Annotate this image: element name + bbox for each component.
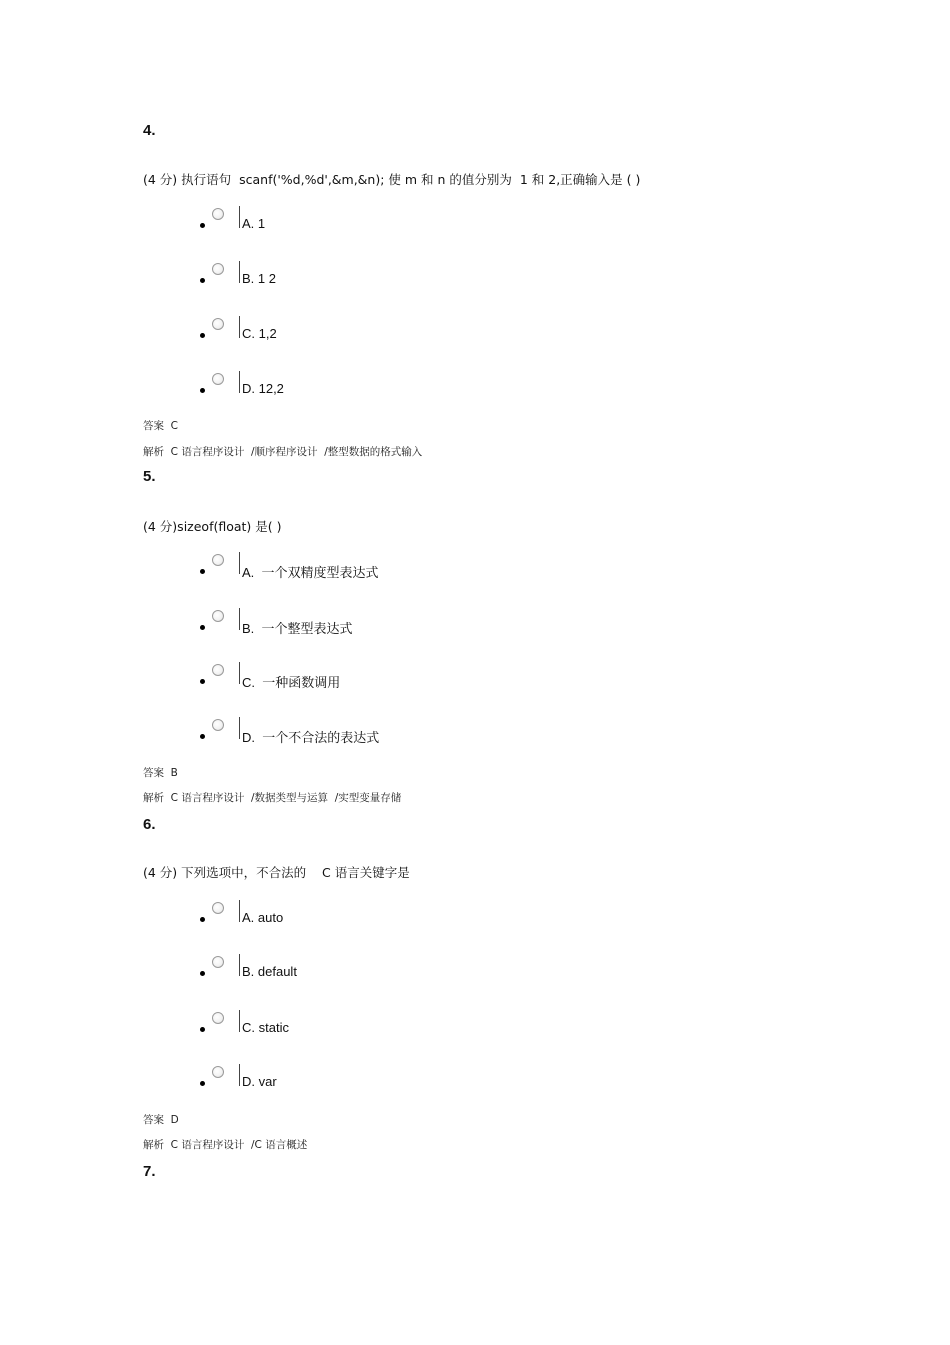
option-row[interactable] — [198, 954, 598, 984]
bullet-icon — [200, 679, 205, 684]
option-row[interactable] — [198, 261, 598, 291]
divider — [239, 954, 240, 976]
radio-button[interactable] — [212, 719, 224, 731]
answer-text: 答案 C — [143, 420, 179, 432]
option-label: A. 一个双精度型表达式 — [242, 565, 379, 580]
bullet-icon — [200, 971, 205, 976]
question-text: (4 分)sizeof(float) 是( ) — [143, 519, 282, 534]
bullet-icon — [200, 917, 205, 922]
divider — [239, 900, 240, 922]
option-label: A. auto — [242, 910, 284, 925]
bullet-icon — [200, 223, 205, 228]
radio-button[interactable] — [212, 902, 224, 914]
divider — [239, 206, 240, 228]
analysis-text: 解析 C 语言程序设计 /C 语言概述 — [143, 1139, 308, 1151]
bullet-icon — [200, 734, 205, 739]
option-row[interactable] — [198, 552, 598, 582]
option-label: C. 1,2 — [242, 326, 277, 341]
divider — [239, 371, 240, 393]
radio-button[interactable] — [212, 664, 224, 676]
option-label: B. 1 2 — [242, 271, 276, 286]
radio-button[interactable] — [212, 208, 224, 220]
answer-text: 答案 B — [143, 767, 178, 779]
divider — [239, 1064, 240, 1086]
radio-button[interactable] — [212, 1066, 224, 1078]
bullet-icon — [200, 1027, 205, 1032]
option-label: C. 一种函数调用 — [242, 675, 341, 690]
question-number: 4. — [143, 122, 156, 139]
divider — [239, 662, 240, 684]
option-label: D. var — [242, 1074, 277, 1089]
radio-button[interactable] — [212, 263, 224, 275]
option-row[interactable] — [198, 206, 598, 236]
radio-button[interactable] — [212, 373, 224, 385]
question-number: 5. — [143, 468, 156, 485]
option-row[interactable] — [198, 1010, 598, 1040]
option-row[interactable] — [198, 1064, 598, 1094]
bullet-icon — [200, 569, 205, 574]
bullet-icon — [200, 388, 205, 393]
bullet-icon — [200, 278, 205, 283]
divider — [239, 1010, 240, 1032]
divider — [239, 316, 240, 338]
bullet-icon — [200, 625, 205, 630]
option-label: D. 12,2 — [242, 381, 284, 396]
radio-button[interactable] — [212, 554, 224, 566]
bullet-icon — [200, 333, 205, 338]
divider — [239, 717, 240, 739]
question-number: 6. — [143, 816, 156, 833]
analysis-text: 解析 C 语言程序设计 /顺序程序设计 /整型数据的格式输入 — [143, 446, 423, 458]
answer-text: 答案 D — [143, 1114, 179, 1126]
divider — [239, 261, 240, 283]
option-row[interactable] — [198, 316, 598, 346]
divider — [239, 608, 240, 630]
analysis-text: 解析 C 语言程序设计 /数据类型与运算 /实型变量存储 — [143, 792, 402, 804]
option-label: C. static — [242, 1020, 289, 1035]
option-row[interactable] — [198, 371, 598, 401]
option-label: D. 一个不合法的表达式 — [242, 730, 380, 745]
option-label: A. 1 — [242, 216, 266, 231]
question-number: 7. — [143, 1163, 156, 1180]
option-row[interactable] — [198, 717, 598, 747]
question-text: (4 分) 执行语句 scanf('%d,%d',&m,&n); 使 m 和 n 的值分别为 1 和 2,正确输入是 ( ) — [143, 172, 641, 187]
question-text: (4 分) 下列选项中，不合法的 C 语言关键字是 — [143, 865, 410, 880]
divider — [239, 552, 240, 574]
radio-button[interactable] — [212, 610, 224, 622]
option-row[interactable] — [198, 662, 598, 692]
radio-button[interactable] — [212, 1012, 224, 1024]
option-label: B. default — [242, 964, 297, 979]
radio-button[interactable] — [212, 956, 224, 968]
radio-button[interactable] — [212, 318, 224, 330]
option-row[interactable] — [198, 608, 598, 638]
bullet-icon — [200, 1081, 205, 1086]
option-label: B. 一个整型表达式 — [242, 621, 353, 636]
option-row[interactable] — [198, 900, 598, 930]
